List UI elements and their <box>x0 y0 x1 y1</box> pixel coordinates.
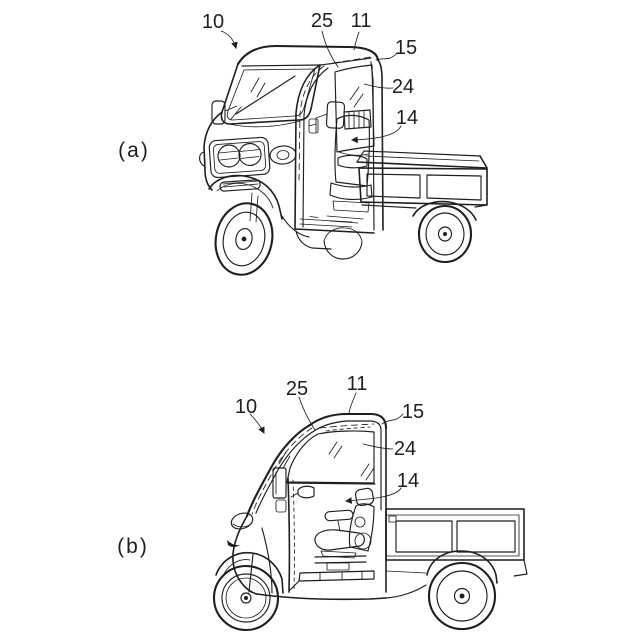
ref-label-14-b: 14 <box>396 470 420 492</box>
left-mirror-a <box>212 101 237 124</box>
headlight-cluster-a <box>209 137 270 178</box>
ref-label-11-b: 11 <box>346 373 368 395</box>
driver-seat-a <box>327 110 372 223</box>
front-wheel-a <box>209 198 279 280</box>
rear-wheel-a <box>419 206 471 262</box>
turn-signal-a <box>269 145 296 165</box>
ref-label-15-a: 15 <box>394 37 418 59</box>
caption-a: (a) <box>118 139 150 162</box>
ref-label-11-a: 11 <box>350 10 372 32</box>
reference-labels-b <box>117 373 424 558</box>
leader-15-a <box>376 53 397 60</box>
cab-rear-frame-a <box>335 60 383 230</box>
cab-floor-a <box>295 217 374 260</box>
wiper-blade-a <box>236 76 295 114</box>
ref-label-10-a: 10 <box>201 11 225 33</box>
windshield-a <box>221 64 320 124</box>
door-pillar-b <box>273 468 294 592</box>
door-hinge-b <box>273 468 286 498</box>
ref-label-24-b: 24 <box>393 438 417 460</box>
headlight-b <box>229 510 255 531</box>
glass-reflection-hatches <box>350 87 363 107</box>
pillar-frame-hidden-line-a <box>299 66 324 180</box>
glass-reflection-hatches <box>251 78 265 97</box>
front-profile-b <box>227 425 314 594</box>
leader-11-b <box>349 393 356 413</box>
ref-label-25-b: 25 <box>285 378 309 400</box>
leader-24-b <box>363 444 393 449</box>
windshield-edge-b <box>247 425 310 516</box>
side-mirror-b <box>291 486 314 497</box>
cargo-bed-b <box>386 509 527 629</box>
turn-signal-b <box>227 540 240 547</box>
ref-label-14-a: 14 <box>395 107 419 129</box>
cab-roof-a <box>238 46 378 66</box>
ref-label-15-b: 15 <box>401 401 425 423</box>
rear-wheel-b <box>429 563 495 629</box>
leader-24-a <box>364 84 393 88</box>
seat-cushion-b <box>315 530 364 550</box>
door-pillar-a <box>295 65 328 229</box>
leader-15-b <box>382 414 403 424</box>
armrest-b <box>325 510 354 521</box>
front-wheel-b <box>214 566 278 630</box>
bed-latch-b <box>389 516 396 522</box>
caption-b: (b) <box>117 535 149 558</box>
ref-label-25-a: 25 <box>310 10 334 32</box>
ref-label-24-a: 24 <box>391 76 415 98</box>
headlight-left-a <box>218 145 240 167</box>
ref-label-10-b: 10 <box>234 396 258 418</box>
roof-frame-hidden-line-a <box>333 57 370 63</box>
front-wheel-assembly-b <box>214 553 283 630</box>
cab-roof-b <box>310 414 386 592</box>
headlight-right-a <box>239 144 261 166</box>
leader-10-a <box>221 31 236 48</box>
view-a-perspective <box>118 10 487 280</box>
far-rear-wheel-a <box>324 241 362 259</box>
mud-flap-b <box>514 560 527 576</box>
driver-seat-b <box>315 488 374 570</box>
cargo-bed-a <box>357 151 487 262</box>
leader-25-b <box>299 397 315 430</box>
view-b-side <box>117 373 527 630</box>
pillar-frame-hidden-line-b <box>293 480 294 590</box>
leader-25-a <box>322 31 338 67</box>
